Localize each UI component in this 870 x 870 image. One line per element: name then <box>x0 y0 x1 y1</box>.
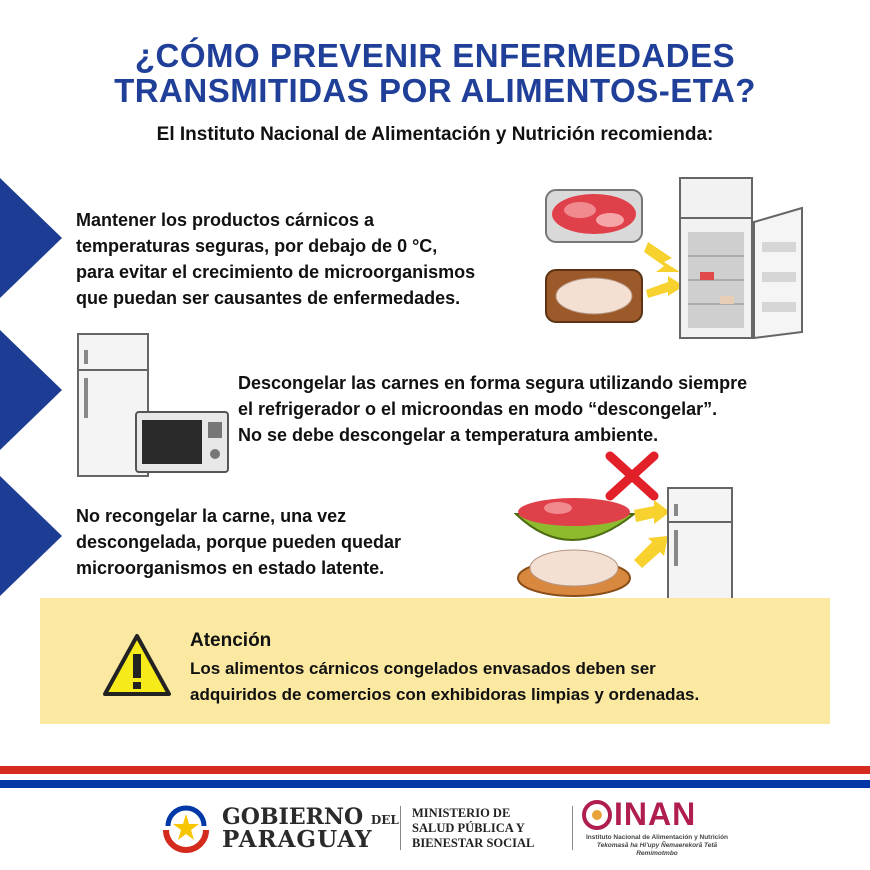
tip-1-line: Mantener los productos cárnicos a <box>76 210 375 230</box>
page-title <box>0 38 870 108</box>
ministry-name <box>412 806 534 851</box>
tip-1-text <box>76 207 475 311</box>
attention-line: Los alimentos cárnicos congelados envasados deben ser <box>190 659 656 678</box>
fridge-microwave-illustration <box>74 330 234 480</box>
flag-stripe-blue <box>0 780 870 788</box>
tip-1-line: temperaturas seguras, por debajo de 0 °C, <box>76 236 438 256</box>
packaged-meat-icon <box>546 190 642 242</box>
inan-wordmark: INAN <box>614 796 697 832</box>
arrow-icon <box>634 536 668 568</box>
government-emblem-icon <box>158 800 214 856</box>
tip-3-line: No recongelar la carne, una vez <box>76 506 347 526</box>
divider <box>400 806 401 850</box>
ministry-line: MINISTERIO DE <box>412 806 511 820</box>
title-line-2: TRANSMITIDAS POR ALIMENTOS-ETA? <box>114 72 756 109</box>
inan-sub-line: Instituto Nacional de Alimentación y Nutrición <box>585 834 729 841</box>
attention-line: adquiridos de comercios con exhibidoras limpias y ordenadas. <box>190 685 700 704</box>
chevron-marker-1 <box>0 178 62 298</box>
arrow-icon <box>646 276 684 298</box>
chicken-plate-icon <box>518 550 630 596</box>
arrow-icon <box>644 242 680 272</box>
arrow-icon <box>634 500 670 524</box>
warning-icon <box>102 632 172 698</box>
tip-2-line: No se debe descongelar a temperatura ambiente. <box>238 425 659 445</box>
divider <box>572 806 573 850</box>
cross-icon <box>610 456 654 496</box>
inan-sub-line: Tekomasã ha Hi'upy Ñemaerekorã Tetã Remimotmbo <box>596 842 718 857</box>
title-line-1: ¿CÓMO PREVENIR ENFERMEDADES <box>134 37 736 74</box>
inan-subtitle <box>582 834 732 858</box>
attention-text <box>190 656 699 708</box>
tip-3-line: microorganismos en estado latente. <box>76 558 385 578</box>
gov-gobierno: GOBIERNO <box>222 804 364 830</box>
tip-3-line: descongelada, porque pueden quedar <box>76 532 402 552</box>
microwave-icon <box>136 412 228 472</box>
tip-2-line: el refrigerador o el microondas en modo “descongelar”. <box>238 399 718 419</box>
subtitle: El Instituto Nacional de Alimentación y Nutrición recomienda: <box>156 124 714 145</box>
flag-stripe-red <box>0 766 870 774</box>
tip-2-text <box>238 370 747 448</box>
gov-del: DEL <box>370 813 399 827</box>
open-fridge-icon <box>680 178 802 338</box>
chevron-marker-2 <box>0 330 62 450</box>
tip-3-text <box>76 503 401 581</box>
chevron-marker-3 <box>0 476 62 596</box>
ministry-line: SALUD PÚBLICA Y <box>412 821 525 835</box>
meat-bowl-icon <box>516 498 634 540</box>
meat-to-fridge-illustration <box>540 172 810 342</box>
tip-2-line: Descongelar las carnes en forma segura utilizando siempre <box>238 373 748 393</box>
chicken-tray-icon <box>546 270 642 322</box>
tip-1-line: que puedan ser causantes de enfermedades. <box>76 288 461 308</box>
attention-title: Atención <box>190 630 272 651</box>
tip-1-line: para evitar el crecimiento de microorganismos <box>76 262 476 282</box>
ministry-line: BIENESTAR SOCIAL <box>412 836 535 850</box>
inan-logo-icon <box>582 800 612 830</box>
gov-line-2: PARAGUAY <box>222 826 373 853</box>
